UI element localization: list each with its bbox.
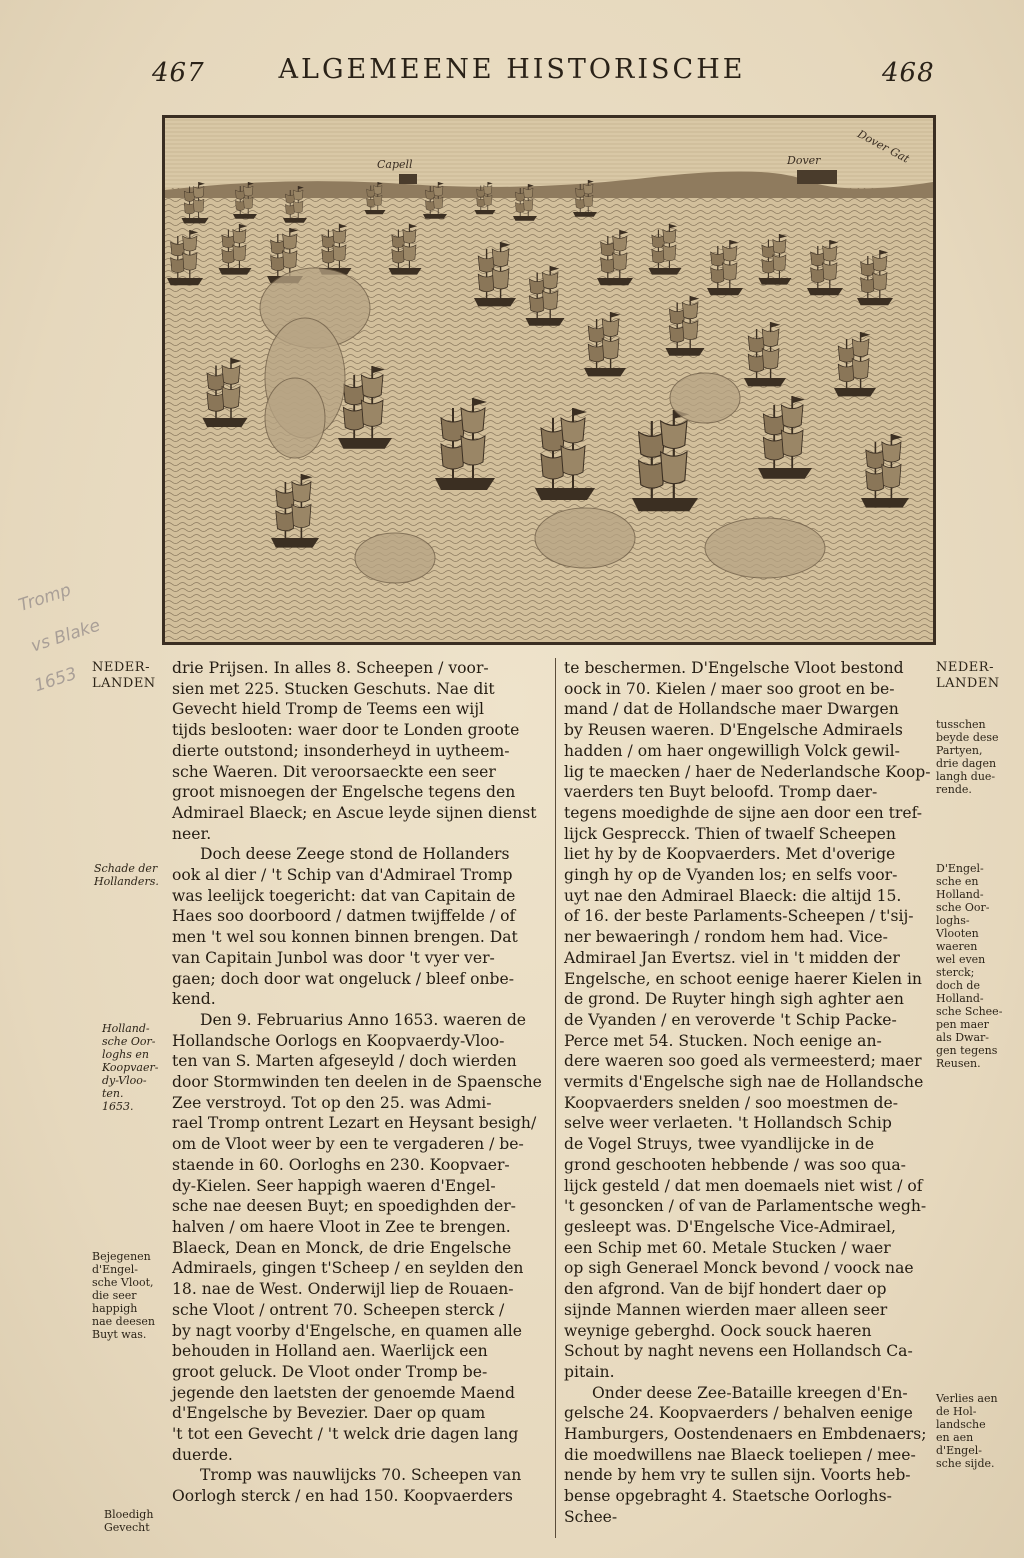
text-line: rael Tromp ontrent Lezart en Heysant besigh/ [172, 1114, 537, 1133]
text-line: een Schip met 60. Metale Stucken / waer [564, 1238, 891, 1257]
text-line: sche nae deesen Buyt; en spoedighden der- [172, 1197, 516, 1216]
text-line: gelsche 24. Koopvaerders / behalven eenige [564, 1404, 913, 1423]
text-line: Perce met 54. Stucken. Noch eenige an- [564, 1031, 882, 1050]
smoke-cloud [705, 518, 825, 578]
smoke-cloud [670, 373, 740, 423]
pencil-note-3: 1653 [31, 663, 80, 697]
column-rule [555, 658, 556, 1538]
smoke-cloud [355, 533, 435, 583]
text-line: lig te maecken / haer de Nederlandsche Koop- [564, 762, 931, 781]
text-line: den afgrond. Van de bijf hondert daer op [564, 1280, 887, 1299]
text-line: Admirael Blaeck; en Ascue leyde sijnen dienst [172, 803, 537, 822]
text-line: dierte outstond; insonderheyd in uytheem- [172, 741, 510, 760]
text-line: Doch deese Zeege stond de Hollanders [200, 845, 510, 864]
text-line: oock in 70. Kielen / maer soo groot en be- [564, 679, 895, 698]
engraving-drawing [165, 118, 933, 642]
right-note-losses: Verlies aen de Hol- landsche en aen d'Engel- sche sijde. [936, 1392, 998, 1470]
text-line: groot geluck. De Vloot onder Tromp be- [172, 1362, 488, 1381]
text-line: behouden in Holland aen. Waerlijck een [172, 1342, 488, 1361]
naval-battle-engraving [162, 115, 936, 645]
text-line: kend. [172, 990, 216, 1009]
text-line: by Reusen waeren. D'Engelsche Admiraels [564, 721, 903, 740]
text-line: ook al dier / 't Schip van d'Admirael Tromp [172, 866, 513, 885]
text-line: gaen; doch door wat ongeluck / bleef onbe- [172, 969, 514, 988]
text-line: men 't wel sou konnen binnen brengen. Dat [172, 928, 518, 947]
left-section-heading: NEDER- LANDEN [92, 660, 156, 691]
left-note-english-fleet: Bejegenen d'Engel- sche Vloot, die seer happigh nae deesen Buyt was. [92, 1250, 155, 1341]
dover-town [797, 170, 837, 184]
text-line: vermits d'Engelsche sigh nae de Hollandsche [564, 1073, 924, 1092]
text-line: lijck gesteld / dat men doemaels niet wist / of [564, 1176, 923, 1195]
text-line: die moedwillens nae Blaeck toeliepen / mee- [564, 1445, 916, 1464]
text-line: jegende den laetsten der genoemde Maend [172, 1383, 515, 1402]
text-line: door Stormwinden ten deelen in de Spaensche [172, 1073, 542, 1092]
left-note-fleets: Holland- sche Oor- loghs en Koopvaer- dy-Vloo- ten. 1653. [102, 1022, 159, 1113]
left-note-damage: Schade der Hollanders. [94, 862, 159, 888]
text-line: 't tot een Gevecht / 't welck drie dagen lang [172, 1425, 519, 1444]
text-line: Zee verstroyd. Tot op den 25. was Admi- [172, 1093, 492, 1112]
left-note-battle: Bloedigh Gevecht [104, 1508, 154, 1534]
text-line: Den 9. Februarius Anno 1653. waeren de [200, 1010, 527, 1029]
text-line: lijck Gesprecck. Thien of twaelf Scheepen [564, 824, 896, 843]
right-note-fleet-strength: D'Engel- sche en Holland- sche Oor- loghs- Vlooten waeren wel even sterck; doch de Holland- sche Schee- pen maer als Dwar- gen tegens Reusen. [936, 862, 1003, 1070]
text-line: hadden / om haer ongewilligh Volck gewil- [564, 741, 900, 760]
text-line: Haes soo doorboord / datmen twijffelde / of [172, 907, 516, 926]
text-line: ner bewaeringh / rondom hem had. Vice- [564, 928, 888, 947]
text-line: sche Waeren. Dit veroorsaeckte een seer [172, 762, 496, 781]
text-line: te beschermen. D'Engelsche Vloot bestond [564, 659, 904, 677]
text-line: Gevecht hield Tromp de Teems een wijl [172, 700, 485, 719]
text-line: gingh hy op de Vyanden los; en selfs voor- [564, 866, 898, 885]
text-line: de Vogel Struys, twee vyandlijcke in de [564, 1135, 875, 1154]
smoke-cloud [265, 378, 325, 458]
text-line: selve weer verlaeten. 't Hollandsch Schip [564, 1114, 892, 1133]
text-line: 18. nae de West. Onderwijl liep de Rouaen- [172, 1280, 514, 1299]
text-line: grond geschooten hebbende / was soo qua- [564, 1155, 906, 1174]
text-line: sien met 225. Stucken Geschuts. Nae dit [172, 679, 495, 698]
text-line: d'Engelsche by Bevezier. Daer op quam [172, 1404, 486, 1423]
left-text-column [172, 658, 546, 1507]
text-line: van Capitain Junbol was door 't vyer ver- [172, 948, 495, 967]
label-dover: Dover [787, 154, 821, 167]
text-line: Onder deese Zee-Bataille kreegen d'En- [592, 1383, 908, 1402]
text-line: liet hy by de Koopvaerders. Met d'overige [564, 845, 896, 864]
text-line: was leelijck toegericht: dat van Capitain de [172, 886, 516, 905]
text-line: Tromp was nauwlijcks 70. Scheepen van [200, 1466, 522, 1485]
text-line: staende in 60. Oorloghs en 230. Koopvaer- [172, 1155, 510, 1174]
text-line: of 16. der beste Parlaments-Scheepen / t'sij- [564, 907, 914, 926]
text-line: 't gesoncken / of van de Parlamentsche wegh- [564, 1197, 927, 1216]
text-line: halven / om haere Vloot in Zee te brengen. [172, 1217, 511, 1236]
text-line: dere waeren soo goed als vermeesterd; maer [564, 1052, 922, 1071]
text-line: drie Prijsen. In alles 8. Scheepen / voor- [172, 659, 489, 677]
text-line: de Vyanden / en veroverde 't Schip Packe- [564, 1010, 897, 1029]
text-line: Oorlogh sterck / en had 150. Koopvaerders [172, 1487, 513, 1506]
right-text-column [564, 658, 936, 1528]
text-line: dy-Kielen. Seer happigh waeren d'Engel- [172, 1176, 496, 1195]
text-line: tijds beslooten: waer door te Londen groote [172, 721, 520, 740]
text-line: nende by hem vry te sullen sijn. Voorts heb- [564, 1466, 911, 1485]
text-line: Schout by naght nevens een Hollandsch Ca- [564, 1342, 913, 1361]
text-line: Schee- [564, 1507, 618, 1526]
right-note-three-days: tusschen beyde dese Partyen, drie dagen langh due- rende. [936, 718, 999, 796]
text-line: Hamburgers, Oostendenaers en Embdenaers; [564, 1425, 927, 1444]
text-line: Admiraels, gingen t'Scheep / en seylden den [172, 1259, 524, 1278]
right-section-heading: NEDER- LANDEN [936, 660, 1000, 691]
page-number-right: 468 [882, 58, 935, 88]
text-line: vaerders ten Buyt beloofd. Tromp daer- [564, 783, 878, 802]
text-line: gesleept was. D'Engelsche Vice-Admirael, [564, 1217, 896, 1236]
text-line: Hollandsche Oorlogs en Koopvaerdy-Vloo- [172, 1031, 505, 1050]
text-line: sche Vloot / ontrent 70. Scheepen sterck / [172, 1300, 505, 1319]
label-capell: Capell [377, 158, 413, 171]
text-line: om de Vloot weer by een te vergaderen / be- [172, 1135, 524, 1154]
label-dover-gat: Dover Gat [855, 127, 912, 166]
text-line: weynige geberghd. Oock souck haeren [564, 1321, 872, 1340]
text-line: mand / dat de Hollandsche maer Dwargen [564, 700, 899, 719]
text-line: neer. [172, 824, 212, 843]
text-line: groot misnoegen der Engelsche tegens den [172, 783, 516, 802]
text-line: op sigh Generael Monck bevond / voock nae [564, 1259, 914, 1278]
text-line: by nagt voorby d'Engelsche, en quamen alle [172, 1321, 522, 1340]
smoke-cloud [535, 508, 635, 568]
text-line: Admirael Jan Evertsz. viel in 't midden der [564, 948, 900, 967]
text-line: bense opgebraght 4. Staetsche Oorloghs- [564, 1487, 892, 1506]
text-line: Koopvaerders snelden / soo moestmen de- [564, 1093, 898, 1112]
text-line: pitain. [564, 1362, 615, 1381]
text-line: Blaeck, Dean en Monck, de drie Engelsche [172, 1238, 512, 1257]
pencil-note-1: Tromp [16, 580, 74, 616]
text-line: ten van S. Marten afgeseyld / doch wierden [172, 1052, 517, 1071]
capell-castle [399, 174, 417, 184]
text-line: Engelsche, en schoot eenige haerer Kielen in [564, 969, 922, 988]
running-title: ALGEMEENE HISTORISCHE [278, 54, 746, 85]
text-line: sijnde Mannen wierden maer alleen seer [564, 1300, 888, 1319]
text-line: tegens moedighde de sijne aen door een tref- [564, 803, 923, 822]
text-line: uyt nae den Admirael Blaeck: die altijd 15. [564, 886, 902, 905]
pencil-note-2: vs Blake [28, 615, 103, 657]
text-line: de grond. De Ruyter hingh sigh aghter aen [564, 990, 904, 1009]
page-number-left: 467 [152, 58, 205, 88]
text-line: duerde. [172, 1445, 233, 1464]
